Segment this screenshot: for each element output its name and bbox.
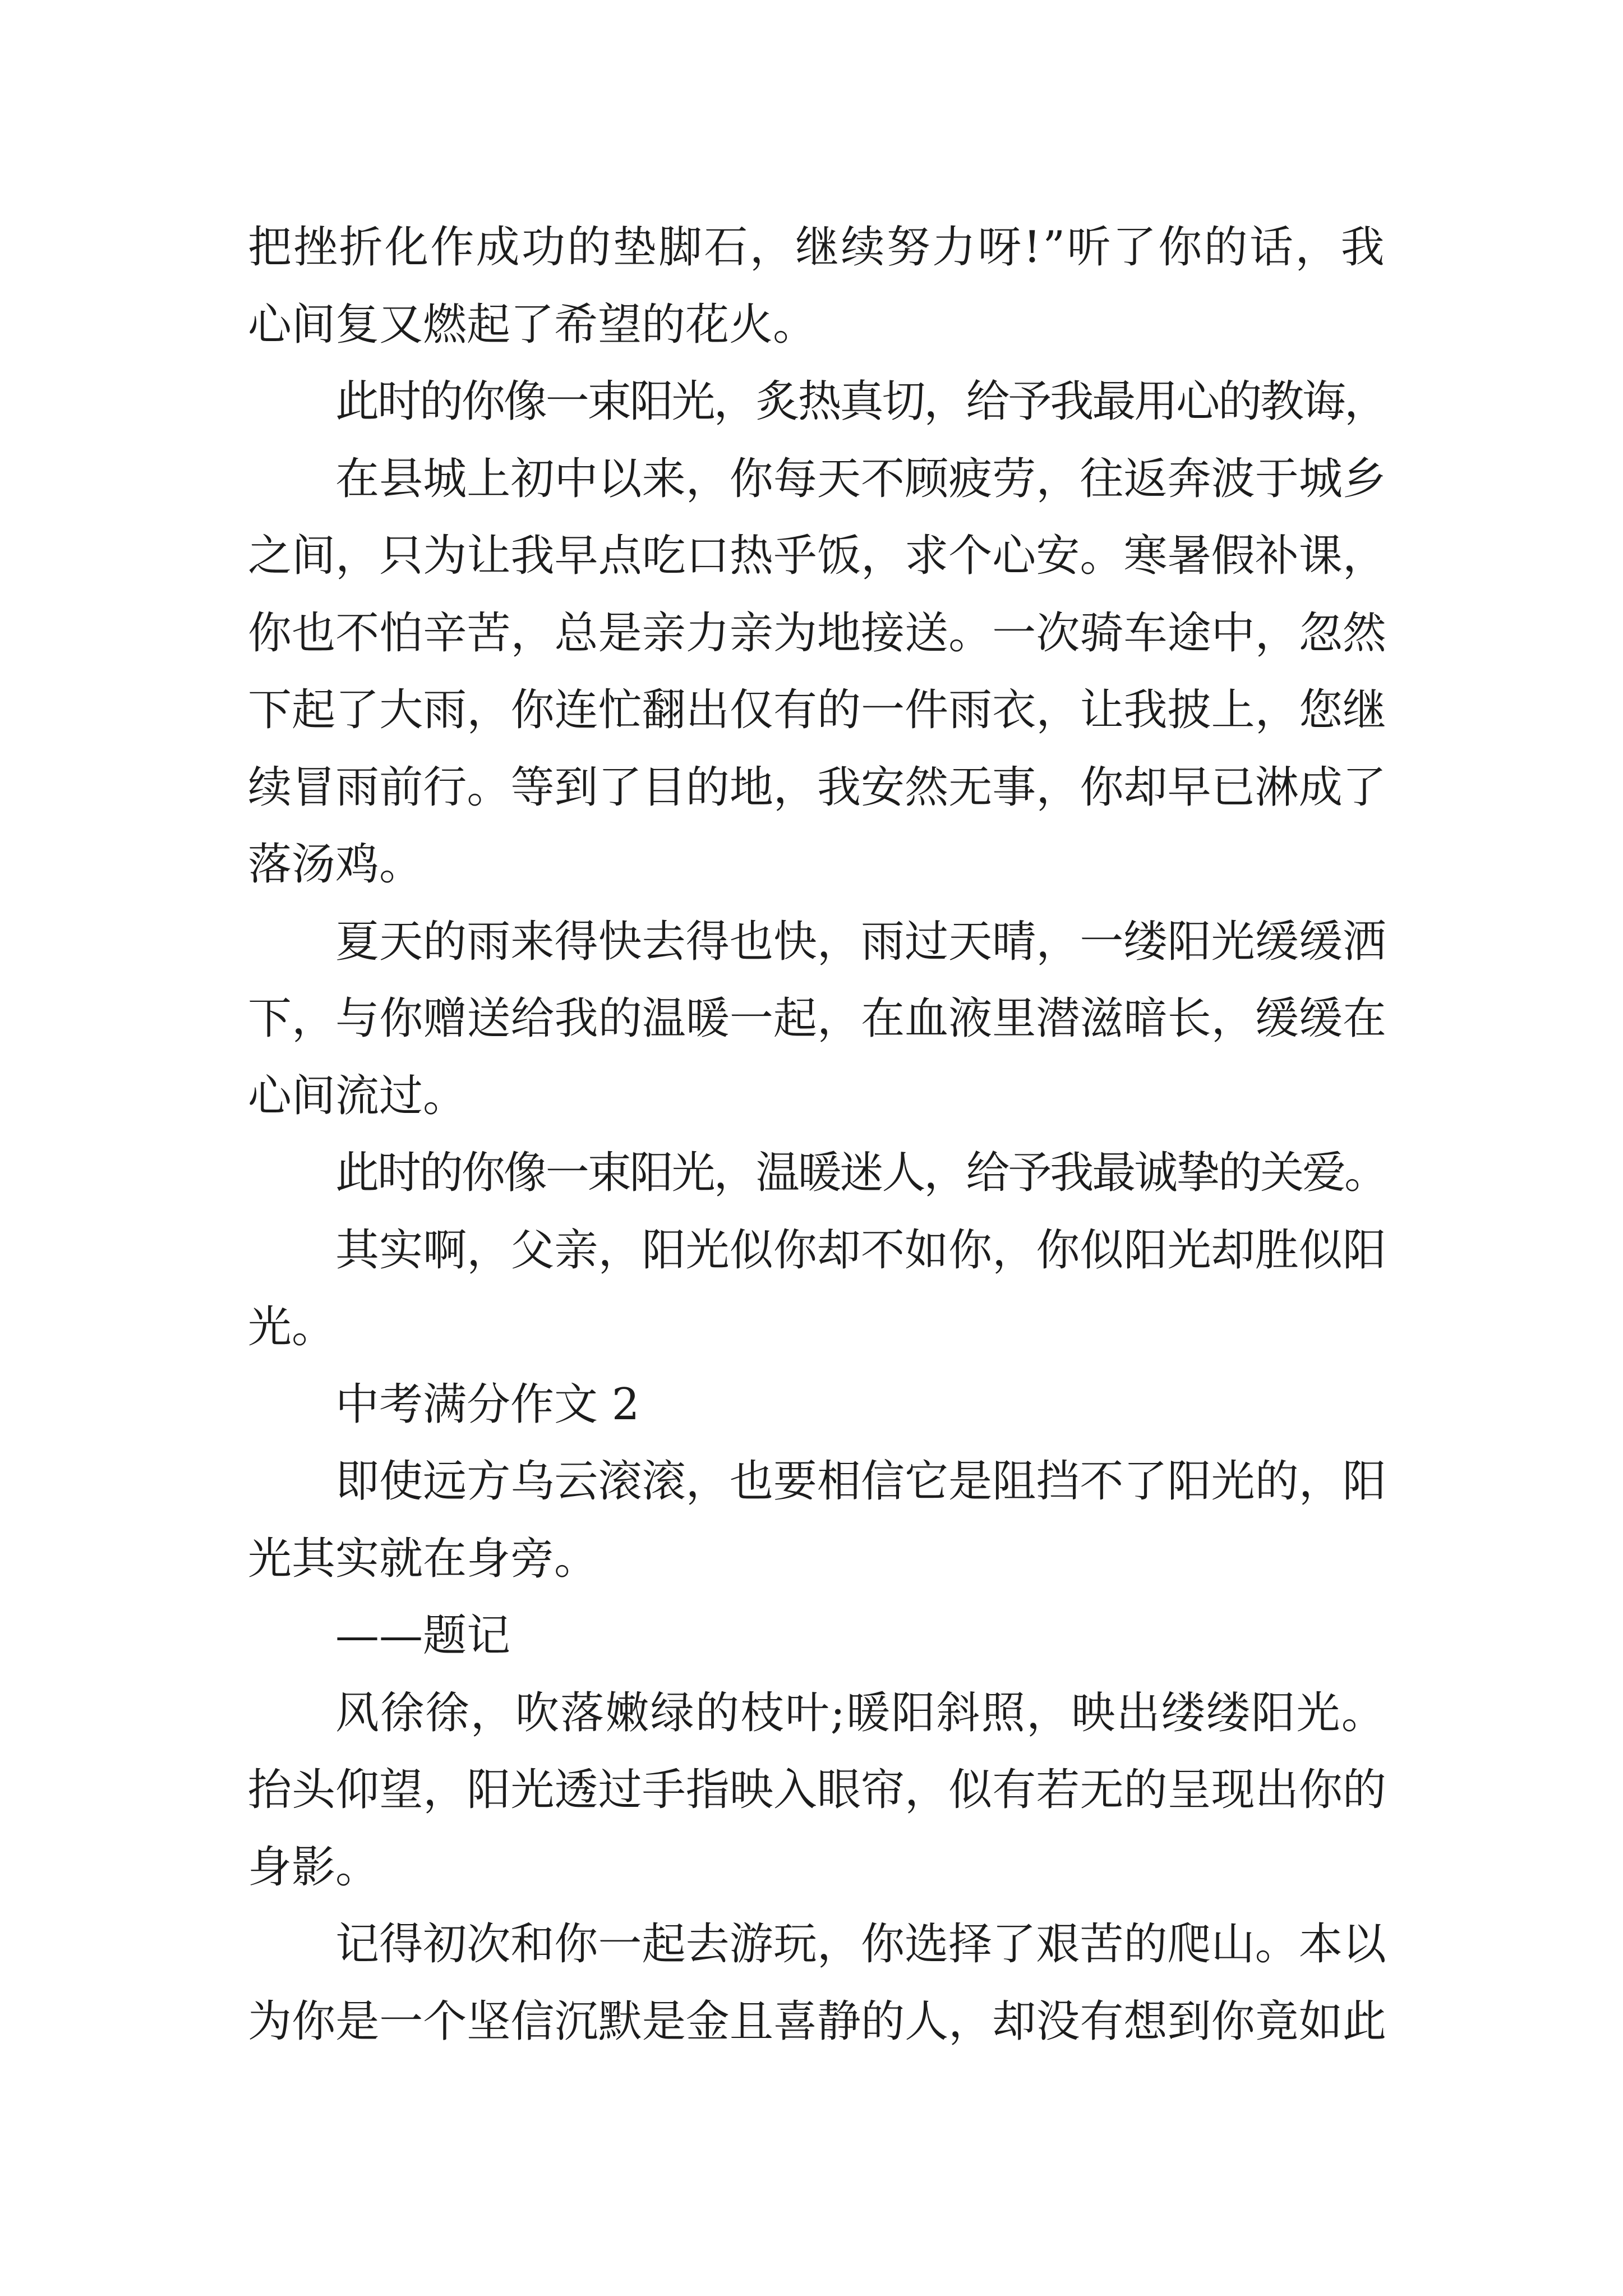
epigraph-attribution <box>248 1598 1386 1675</box>
text-line: 抬头仰望，阳光透过手指映入眼帘，似有若无的呈现出你的 <box>248 1765 1386 1815</box>
text-line: 其实啊，父亲，阳光似你却不如你，你似阳光却胜似阳 <box>335 1225 1386 1276</box>
text-line: 即使远方乌云滚滚，也要相信它是阻挡不了阳光的，阳 <box>335 1456 1386 1507</box>
text-line: 光。 <box>248 1302 336 1352</box>
text-line: 此时的你像一束阳光，炙热真切，给予我最用心的教诲， <box>335 376 1386 427</box>
paragraph <box>248 1906 1386 2060</box>
paragraph <box>248 1212 1386 1366</box>
text-line: 光其实就在身旁。 <box>248 1533 598 1584</box>
document-body <box>248 209 1386 2060</box>
paragraph <box>248 209 1386 364</box>
text-line: 夏天的雨来得快去得也快，雨过天晴，一缕阳光缓缓洒 <box>335 916 1386 967</box>
paragraph <box>248 364 1386 441</box>
text-line: 下起了大雨，你连忙翻出仅有的一件雨衣，让我披上，您继 <box>248 685 1386 735</box>
text-line: 落汤鸡。 <box>248 839 423 890</box>
epigraph <box>248 1443 1386 1598</box>
text-line: 心间复又燃起了希望的花火。 <box>248 299 817 350</box>
paragraph <box>248 904 1386 1135</box>
section-heading-text: 中考满分作文 2 <box>335 1379 640 1430</box>
section-heading <box>248 1366 1386 1444</box>
paragraph <box>248 1135 1386 1212</box>
text-line: 续冒雨前行。等到了目的地，我安然无事，你却早已淋成了 <box>248 762 1386 813</box>
paragraph <box>248 1675 1386 1907</box>
text-line: 此时的你像一束阳光，温暖迷人，给予我最诚挚的关爱。 <box>335 1148 1386 1198</box>
text-line: 在县城上初中以来，你每天不顾疲劳，往返奔波于城乡 <box>335 453 1386 504</box>
text-line: 下，与你赠送给我的温暖一起，在血液里潜滋暗长，缓缓在 <box>248 993 1386 1044</box>
paragraph <box>248 441 1386 904</box>
text-line: 心间流过。 <box>248 1070 467 1121</box>
text-line: 把挫折化作成功的垫脚石，继续努力呀!”听了你的话，我 <box>248 222 1386 273</box>
text-line: 记得初次和你一起去游玩，你选择了艰苦的爬山。本以 <box>335 1919 1386 1970</box>
text-line: 你也不怕辛苦，总是亲力亲为地接送。一次骑车途中，忽然 <box>248 608 1386 659</box>
text-line: 风徐徐，吹落嫩绿的枝叶;暖阳斜照，映出缕缕阳光。 <box>335 1687 1386 1738</box>
text-line: 之间，只为让我早点吃口热乎饭，求个心安。寒暑假补课， <box>248 531 1386 581</box>
text-line: 为你是一个坚信沉默是金且喜静的人，却没有想到你竟如此 <box>248 1996 1386 2047</box>
text-line: ——题记 <box>335 1611 511 1661</box>
text-line: 身影。 <box>248 1842 380 1893</box>
